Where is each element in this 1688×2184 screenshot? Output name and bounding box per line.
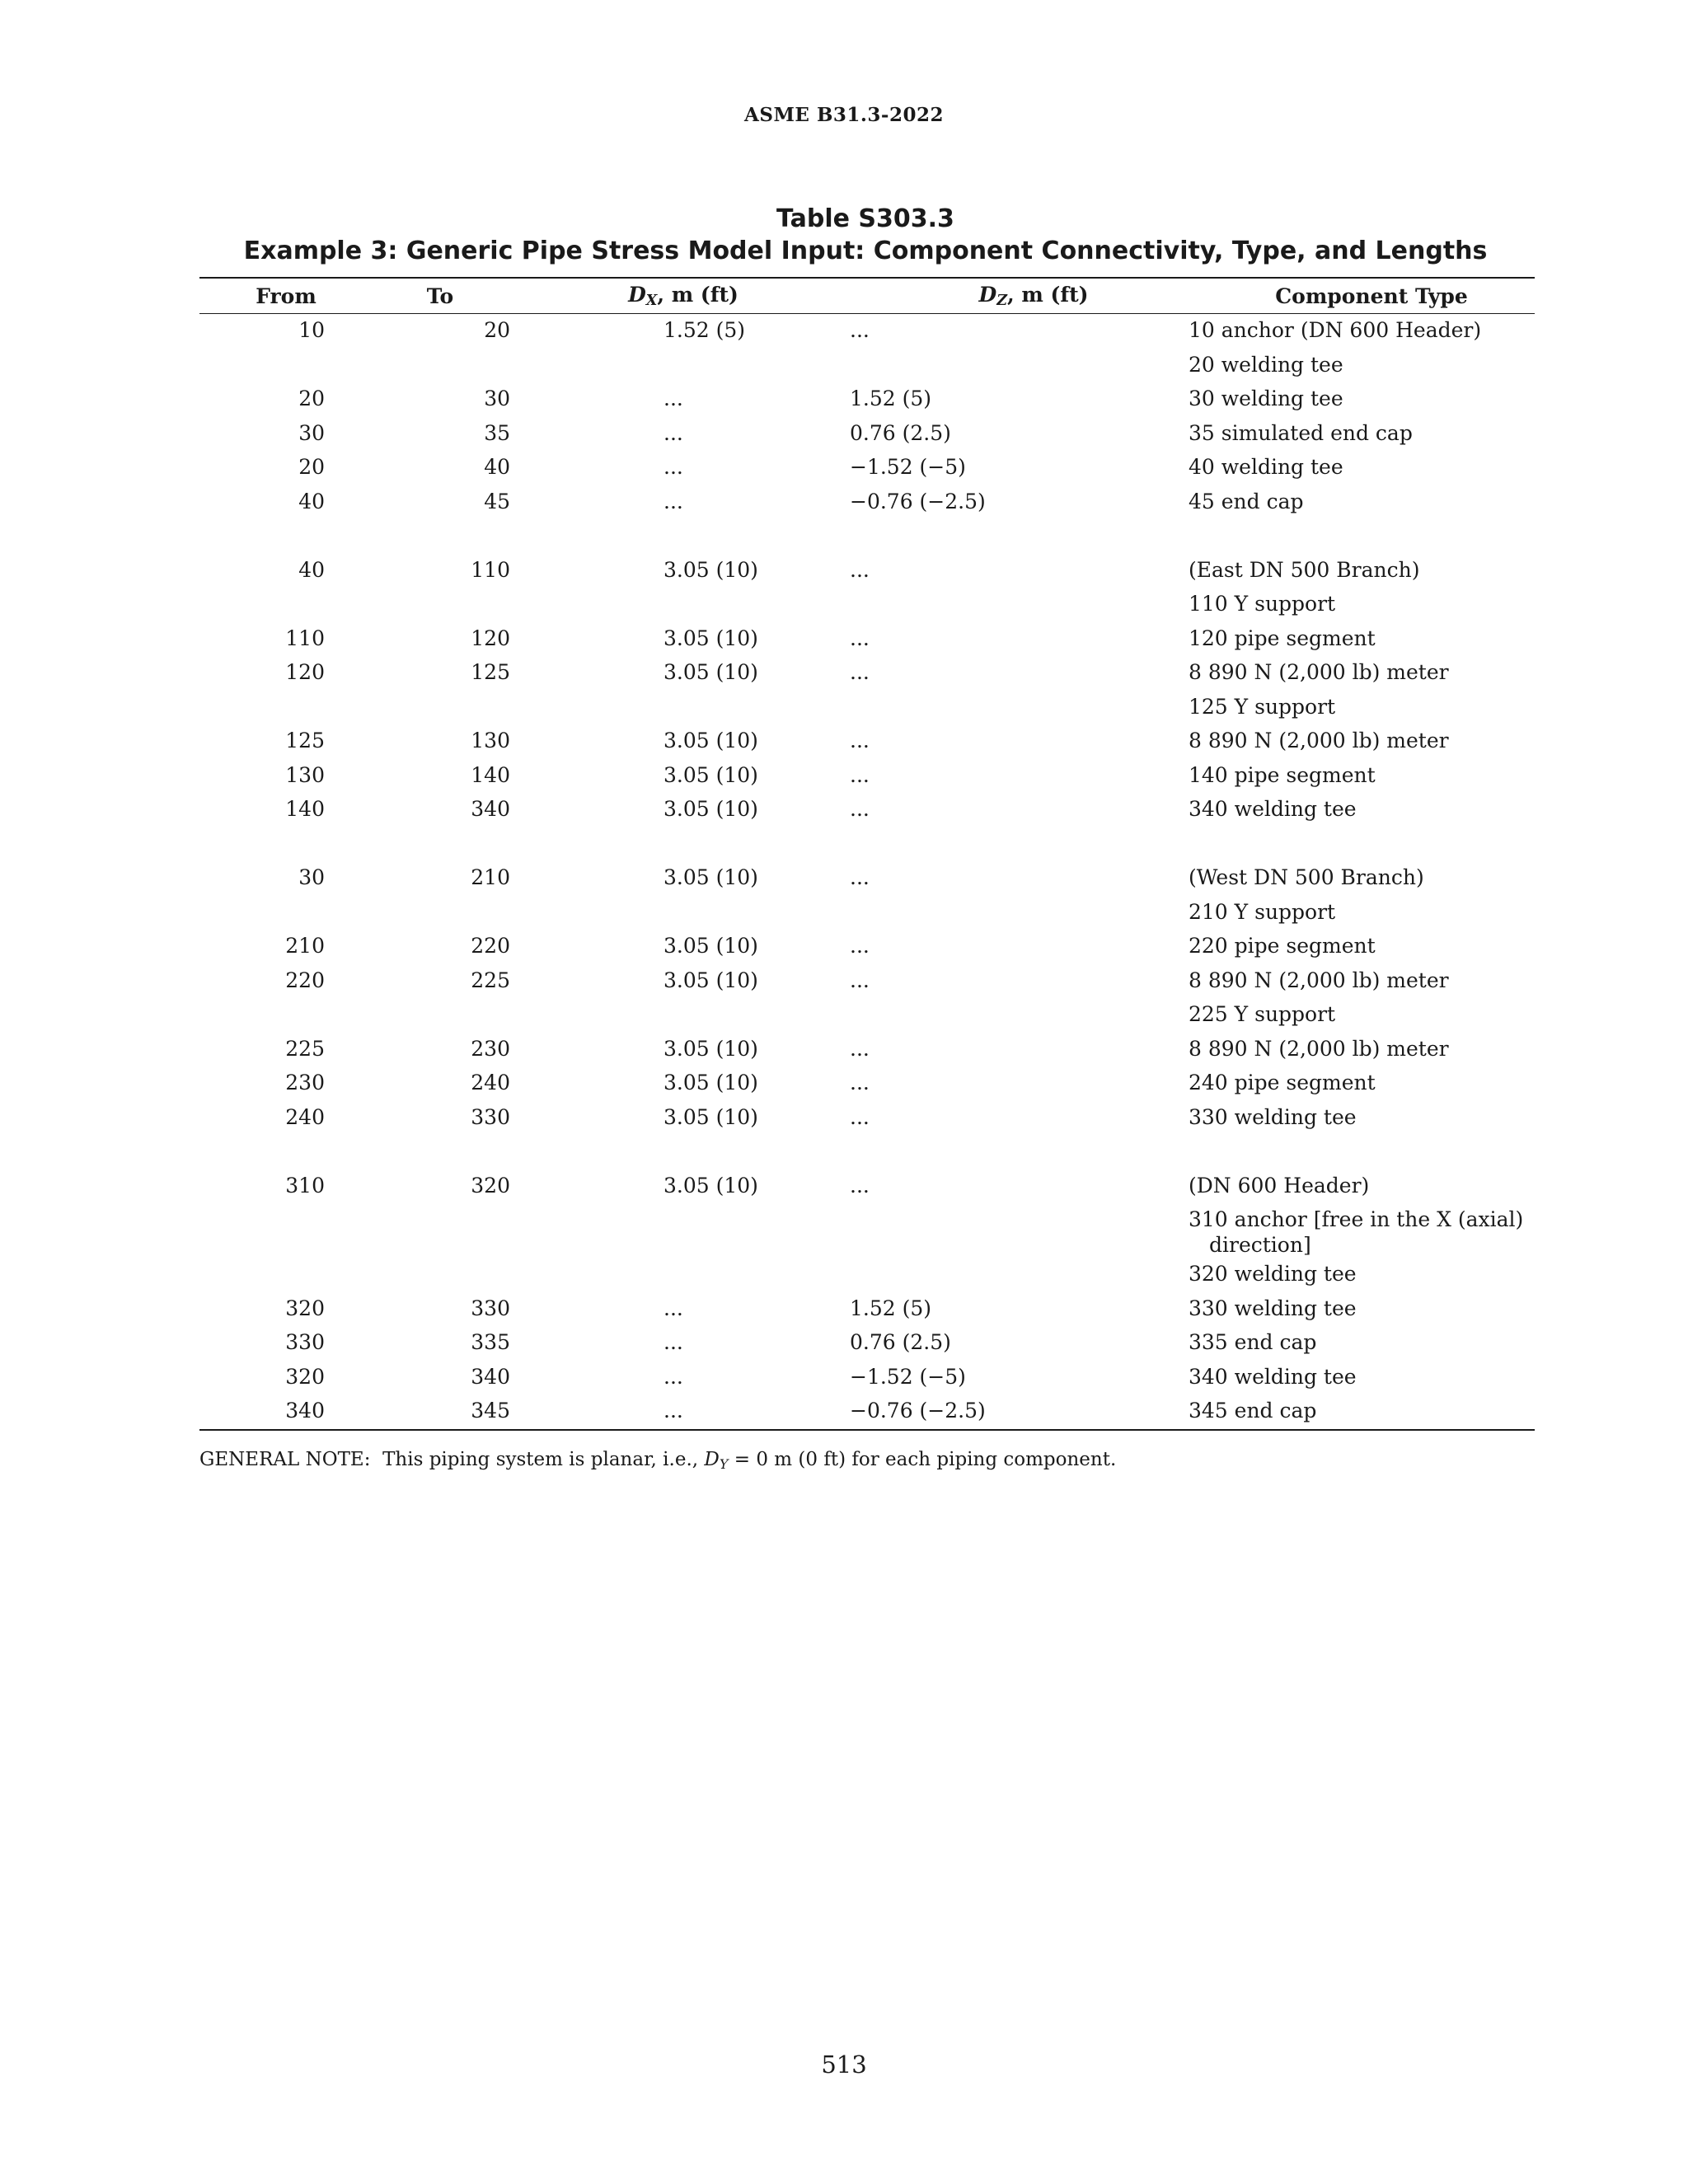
component-type-cell	[1188, 591, 1535, 616]
component-type-text: 320 welding tee	[1189, 1262, 1357, 1286]
dx-cell: ...	[663, 489, 683, 513]
component-type-cell	[1188, 1364, 1535, 1390]
dz-cell: ...	[850, 1036, 870, 1061]
dz-cell: ...	[850, 1104, 870, 1129]
dx-cell: ...	[663, 1399, 683, 1422]
dx-cell: 3.05 (10)	[663, 557, 758, 582]
dz-cell: ...	[850, 865, 870, 889]
component-type-cell	[1188, 694, 1535, 719]
from-cell: 140	[285, 797, 325, 821]
from-cell: 125	[285, 729, 325, 752]
table-caption: Example 3: Generic Pipe Stress Model Input: Component Connectivity, Type, and Lengths	[243, 237, 1488, 265]
table-row	[199, 519, 1535, 554]
component-type-cell	[1188, 933, 1535, 958]
to-cell: 45	[484, 489, 510, 513]
component-type-text: 40 welding tee	[1189, 455, 1343, 479]
dx-cell: 3.05 (10)	[663, 865, 758, 889]
header-from: From	[256, 284, 316, 308]
from-cell: 220	[285, 968, 325, 992]
table-row	[199, 554, 1535, 588]
table-row	[199, 1326, 1535, 1361]
component-type-cell	[1188, 728, 1535, 753]
dz-cell: ...	[850, 557, 870, 582]
to-cell: 240	[471, 1071, 510, 1094]
from-cell: 120	[285, 660, 325, 684]
table-row	[199, 759, 1535, 794]
component-type-text: 45 end cap	[1189, 489, 1304, 513]
component-type-text: 330 welding tee	[1189, 1296, 1357, 1320]
table-row	[199, 1101, 1535, 1136]
to-cell: 140	[471, 762, 510, 787]
dx-cell: 3.05 (10)	[663, 626, 758, 650]
component-type-cell	[1188, 1104, 1535, 1130]
table-row	[199, 382, 1535, 417]
running-head: ASME B31.3-2022	[744, 104, 944, 126]
to-cell: 120	[471, 626, 510, 650]
component-type-cell	[1188, 865, 1535, 890]
header-dx: $D_X$, m (ft)	[628, 283, 738, 309]
component-type-cell	[1188, 796, 1535, 822]
table-header-row	[199, 279, 1535, 313]
component-type-text: 240 pipe segment	[1189, 1071, 1376, 1094]
to-cell: 330	[471, 1296, 510, 1320]
to-cell: 20	[484, 318, 510, 342]
component-type-cell	[1188, 489, 1535, 514]
dz-cell: −1.52 (−5)	[850, 455, 966, 479]
to-cell: 30	[484, 387, 510, 410]
dz-cell: ...	[850, 934, 870, 958]
component-type-text: (East DN 500 Branch)	[1189, 557, 1420, 582]
to-cell: 340	[471, 1364, 510, 1389]
component-type-text: 110 Y support	[1189, 592, 1336, 616]
table-row	[199, 1258, 1535, 1292]
component-type-text: 8 890 N (2,000 lb) meter	[1189, 729, 1449, 752]
to-cell: 130	[471, 729, 510, 752]
component-type-text: 330 welding tee	[1189, 1104, 1357, 1129]
table-row	[199, 793, 1535, 827]
component-type-text: 125 Y support	[1189, 694, 1336, 719]
component-type-text: 140 pipe segment	[1189, 762, 1376, 787]
table-row	[199, 1203, 1535, 1258]
from-cell: 330	[285, 1330, 325, 1354]
to-cell: 225	[471, 968, 510, 992]
component-type-text: 20 welding tee	[1189, 352, 1343, 377]
table-row	[199, 896, 1535, 930]
table-row	[199, 1135, 1535, 1169]
table-row	[199, 930, 1535, 964]
table-title-block	[198, 203, 1533, 267]
header-component-type: Component Type	[1275, 284, 1468, 308]
dx-cell: 3.05 (10)	[663, 934, 758, 958]
from-cell: 30	[298, 420, 325, 445]
dz-cell: 1.52 (5)	[850, 1296, 932, 1320]
dz-cell: 0.76 (2.5)	[850, 1330, 951, 1354]
to-cell: 320	[471, 1173, 510, 1197]
table-row	[199, 588, 1535, 622]
component-type-cell	[1188, 1329, 1535, 1355]
table-row	[199, 451, 1535, 485]
component-type-text: 340 welding tee	[1189, 797, 1357, 821]
component-type-cell	[1188, 1173, 1535, 1198]
dz-cell: ...	[850, 660, 870, 684]
dz-cell: ...	[850, 1071, 870, 1094]
dx-cell: 3.05 (10)	[663, 729, 758, 752]
component-type-cell	[1188, 1207, 1535, 1258]
component-type-text: 210 Y support	[1189, 899, 1336, 924]
from-cell: 10	[298, 318, 325, 342]
component-type-text: 8 890 N (2,000 lb) meter	[1189, 1036, 1449, 1061]
general-note: GENERAL NOTE: This piping system is planar, i.e., $D_Y = 0$ m (0 ft) for each piping component.	[199, 1449, 1117, 1472]
dz-cell: ...	[850, 729, 870, 752]
to-cell: 230	[471, 1036, 510, 1061]
component-type-cell	[1188, 1296, 1535, 1321]
from-cell: 20	[298, 455, 325, 479]
component-type-text: 345 end cap	[1189, 1399, 1317, 1422]
component-type-cell	[1188, 317, 1535, 343]
from-cell: 310	[285, 1173, 325, 1197]
from-cell: 340	[285, 1399, 325, 1422]
table-row	[199, 998, 1535, 1033]
to-cell: 330	[471, 1104, 510, 1129]
component-type-cell	[1188, 1001, 1535, 1027]
component-type-cell	[1188, 1036, 1535, 1062]
table-bottom-rule	[199, 1429, 1535, 1431]
table-row	[199, 417, 1535, 452]
table-row	[199, 1292, 1535, 1327]
dz-cell: 0.76 (2.5)	[850, 420, 951, 445]
dz-cell: −0.76 (−2.5)	[850, 1399, 986, 1422]
component-type-text: (DN 600 Header)	[1189, 1173, 1370, 1197]
from-cell: 40	[298, 489, 325, 513]
table-row	[199, 1033, 1535, 1067]
from-cell: 30	[298, 865, 325, 889]
to-cell: 210	[471, 865, 510, 889]
component-type-cell	[1188, 659, 1535, 685]
table-row	[199, 1066, 1535, 1101]
from-cell: 210	[285, 934, 325, 958]
table-number: Table S303.3	[776, 204, 954, 233]
from-cell: 230	[285, 1071, 325, 1094]
component-type-text: 8 890 N (2,000 lb) meter	[1189, 968, 1449, 992]
dx-cell: ...	[663, 420, 683, 445]
dz-cell: ...	[850, 1173, 870, 1197]
dz-cell: ...	[850, 797, 870, 821]
header-to: To	[426, 284, 454, 308]
component-type-text: 10 anchor (DN 600 Header)	[1189, 318, 1482, 342]
component-type-continuation: direction]	[1209, 1233, 1311, 1257]
component-type-cell	[1188, 968, 1535, 993]
component-type-text: 220 pipe segment	[1189, 934, 1376, 958]
to-cell: 345	[471, 1399, 510, 1422]
page-number: 513	[821, 2050, 867, 2079]
component-type-text: 310 anchor [free in the X (axial)	[1189, 1207, 1524, 1231]
component-type-cell	[1188, 1070, 1535, 1095]
to-cell: 110	[471, 557, 510, 582]
table-row	[199, 485, 1535, 520]
component-type-cell	[1188, 762, 1535, 788]
component-type-cell	[1188, 899, 1535, 925]
component-type-cell	[1188, 420, 1535, 446]
component-type-text: (West DN 500 Branch)	[1189, 865, 1424, 889]
to-cell: 340	[471, 797, 510, 821]
dz-cell: ...	[850, 626, 870, 650]
component-type-cell	[1188, 557, 1535, 583]
to-cell: 35	[484, 420, 510, 445]
component-type-cell	[1188, 1398, 1535, 1423]
from-cell: 20	[298, 387, 325, 410]
from-cell: 110	[285, 626, 325, 650]
to-cell: 220	[471, 934, 510, 958]
table-row	[199, 724, 1535, 759]
component-type-cell	[1188, 454, 1535, 480]
dx-cell: ...	[663, 455, 683, 479]
dx-cell: 3.05 (10)	[663, 797, 758, 821]
component-type-text: 8 890 N (2,000 lb) meter	[1189, 660, 1449, 684]
dx-cell: 3.05 (10)	[663, 1173, 758, 1197]
table-row	[199, 314, 1535, 349]
from-cell: 40	[298, 557, 325, 582]
component-type-cell	[1188, 626, 1535, 651]
dx-cell: 3.05 (10)	[663, 762, 758, 787]
table-row	[199, 827, 1535, 862]
dz-cell: −1.52 (−5)	[850, 1364, 966, 1389]
to-cell: 125	[471, 660, 510, 684]
dx-cell: ...	[663, 1330, 683, 1354]
dz-cell: ...	[850, 762, 870, 787]
table-row	[199, 964, 1535, 999]
from-cell: 320	[285, 1296, 325, 1320]
table-body	[199, 314, 1535, 1429]
dx-cell: 3.05 (10)	[663, 660, 758, 684]
table-row	[199, 1361, 1535, 1395]
table-row	[199, 1169, 1535, 1204]
header-dz: $D_Z$, m (ft)	[978, 283, 1089, 309]
table-row	[199, 861, 1535, 896]
table-row	[199, 349, 1535, 383]
dz-cell: ...	[850, 318, 870, 342]
component-type-cell	[1188, 1261, 1535, 1286]
component-type-text: 35 simulated end cap	[1189, 420, 1413, 445]
data-table	[199, 277, 1535, 1431]
from-cell: 240	[285, 1104, 325, 1129]
component-type-cell	[1188, 386, 1535, 411]
dz-cell: 1.52 (5)	[850, 387, 932, 410]
dx-cell: 3.05 (10)	[663, 1036, 758, 1061]
to-cell: 40	[484, 455, 510, 479]
dx-cell: 1.52 (5)	[663, 318, 746, 342]
from-cell: 320	[285, 1364, 325, 1389]
dx-cell: 3.05 (10)	[663, 1104, 758, 1129]
dx-cell: ...	[663, 1364, 683, 1389]
from-cell: 225	[285, 1036, 325, 1061]
component-type-text: 30 welding tee	[1189, 387, 1343, 410]
to-cell: 335	[471, 1330, 510, 1354]
component-type-cell	[1188, 352, 1535, 377]
component-type-text: 120 pipe segment	[1189, 626, 1376, 650]
component-type-text: 340 welding tee	[1189, 1364, 1357, 1389]
from-cell: 130	[285, 762, 325, 787]
table-row	[199, 656, 1535, 691]
table-row	[199, 1394, 1535, 1429]
table-row	[199, 691, 1535, 725]
dx-cell: 3.05 (10)	[663, 968, 758, 992]
dx-cell: 3.05 (10)	[663, 1071, 758, 1094]
dz-cell: −0.76 (−2.5)	[850, 489, 986, 513]
dx-cell: ...	[663, 1296, 683, 1320]
component-type-text: 225 Y support	[1189, 1002, 1336, 1026]
component-type-text: 335 end cap	[1189, 1330, 1317, 1354]
table-row	[199, 622, 1535, 657]
dz-cell: ...	[850, 968, 870, 992]
dx-cell: ...	[663, 387, 683, 410]
